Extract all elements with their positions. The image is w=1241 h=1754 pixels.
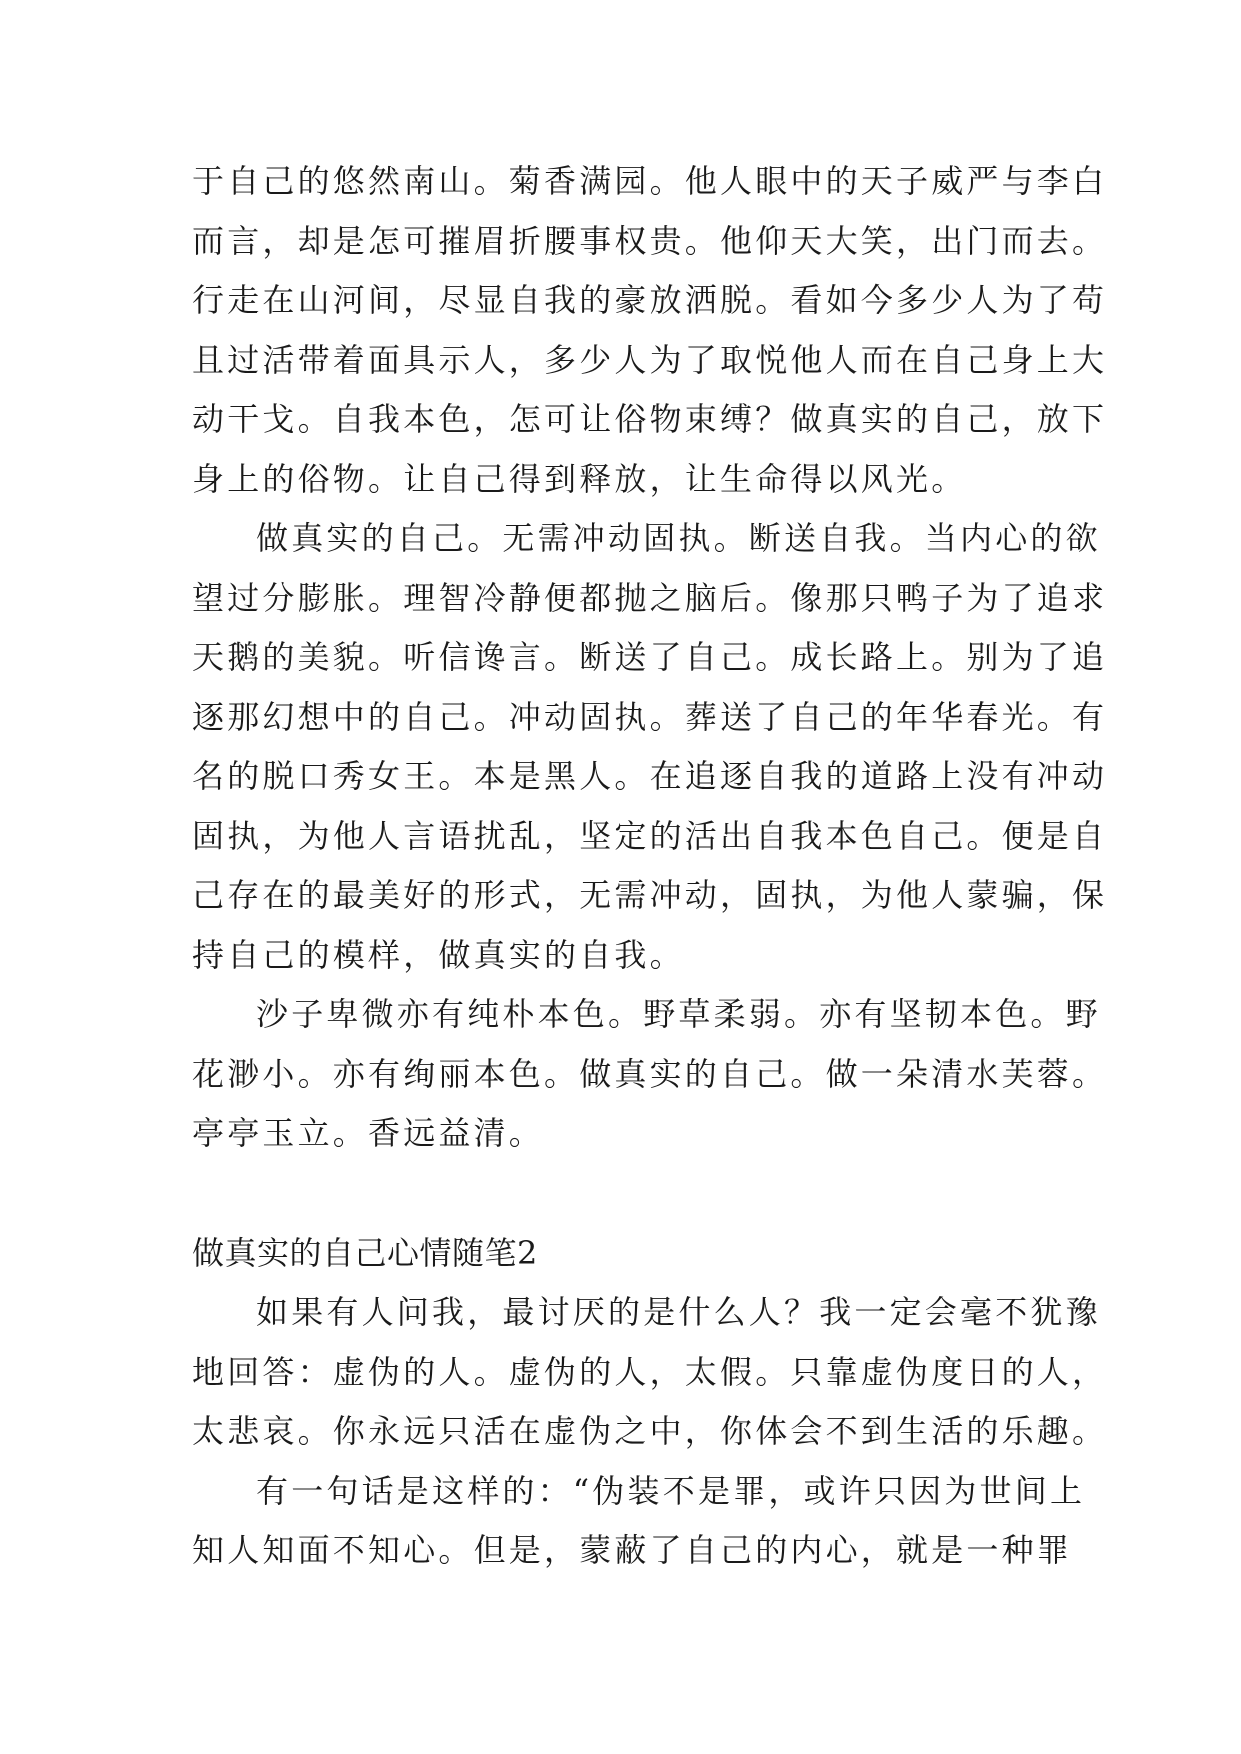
text-line: 动干戈。自我本色，怎可让俗物束缚？做真实的自己，放下: [192, 400, 1108, 438]
text-line: 且过活带着面具示人，多少人为了取悦他人而在自己身上大: [192, 340, 1108, 379]
text-line: 太悲哀。你永远只活在虚伪之中，你体会不到生活的乐趣。: [192, 1412, 1108, 1450]
text-line: 身上的俗物。让自己得到释放，让生命得以风光。: [192, 459, 967, 498]
text-line: 知人知面不知心。但是，蒙蔽了自己的内心，就是一种罪: [192, 1531, 1073, 1569]
text-line: 望过分膨胀。理智冷静便都抛之脑后。像那只鸭子为了追求: [192, 578, 1108, 617]
paragraph: [192, 509, 1108, 985]
document-body: [192, 152, 1108, 1581]
text-line: 行走在山河间，尽显自我的豪放洒脱。看如今多少人为了苟: [192, 281, 1108, 319]
text-line: 有一句话是这样的：“伪装不是罪，或许只因为世间上: [256, 1471, 1086, 1510]
text-line: 地回答：虚伪的人。虚伪的人，太假。只靠虚伪度日的人，: [192, 1352, 1108, 1391]
text-line: 如果有人问我，最讨厌的是什么人？我一定会毫不犹豫: [256, 1293, 1101, 1331]
text-line: 己存在的最美好的形式，无需冲动，固执，为他人蒙骗，保: [192, 876, 1108, 914]
text-line: 亭亭玉立。香远益清。: [192, 1114, 545, 1152]
text-line: 花渺小。亦有绚丽本色。做真实的自己。做一朵清水芙蓉。: [192, 1054, 1108, 1093]
text-line: 沙子卑微亦有纯朴本色。野草柔弱。亦有坚韧本色。野: [256, 995, 1101, 1033]
text-line: 做真实的自己。无需冲动固执。断送自我。当内心的欲: [256, 519, 1101, 557]
text-line: 逐那幻想中的自己。冲动固执。葬送了自己的年华春光。有: [192, 697, 1108, 736]
paragraph: [192, 1283, 1108, 1462]
text-line: 固执，为他人言语扰乱，坚定的活出自我本色自己。便是自: [192, 816, 1108, 855]
paragraph: [192, 985, 1108, 1164]
paragraph: [192, 152, 1108, 509]
text-line: 天鹅的美貌。听信谗言。断送了自己。成长路上。别为了追: [192, 638, 1108, 676]
paragraph: [192, 1462, 1086, 1581]
section-heading: 做真实的自己心情随笔2: [192, 1233, 538, 1272]
text-line: 持自己的模样，做真实的自我。: [192, 935, 685, 974]
text-line: 于自己的悠然南山。菊香满园。他人眼中的天子威严与李白: [192, 162, 1108, 200]
text-line: 而言，却是怎可摧眉折腰事权贵。他仰天大笑，出门而去。: [192, 221, 1108, 260]
text-line: 名的脱口秀女王。本是黑人。在追逐自我的道路上没有冲动: [192, 757, 1108, 795]
